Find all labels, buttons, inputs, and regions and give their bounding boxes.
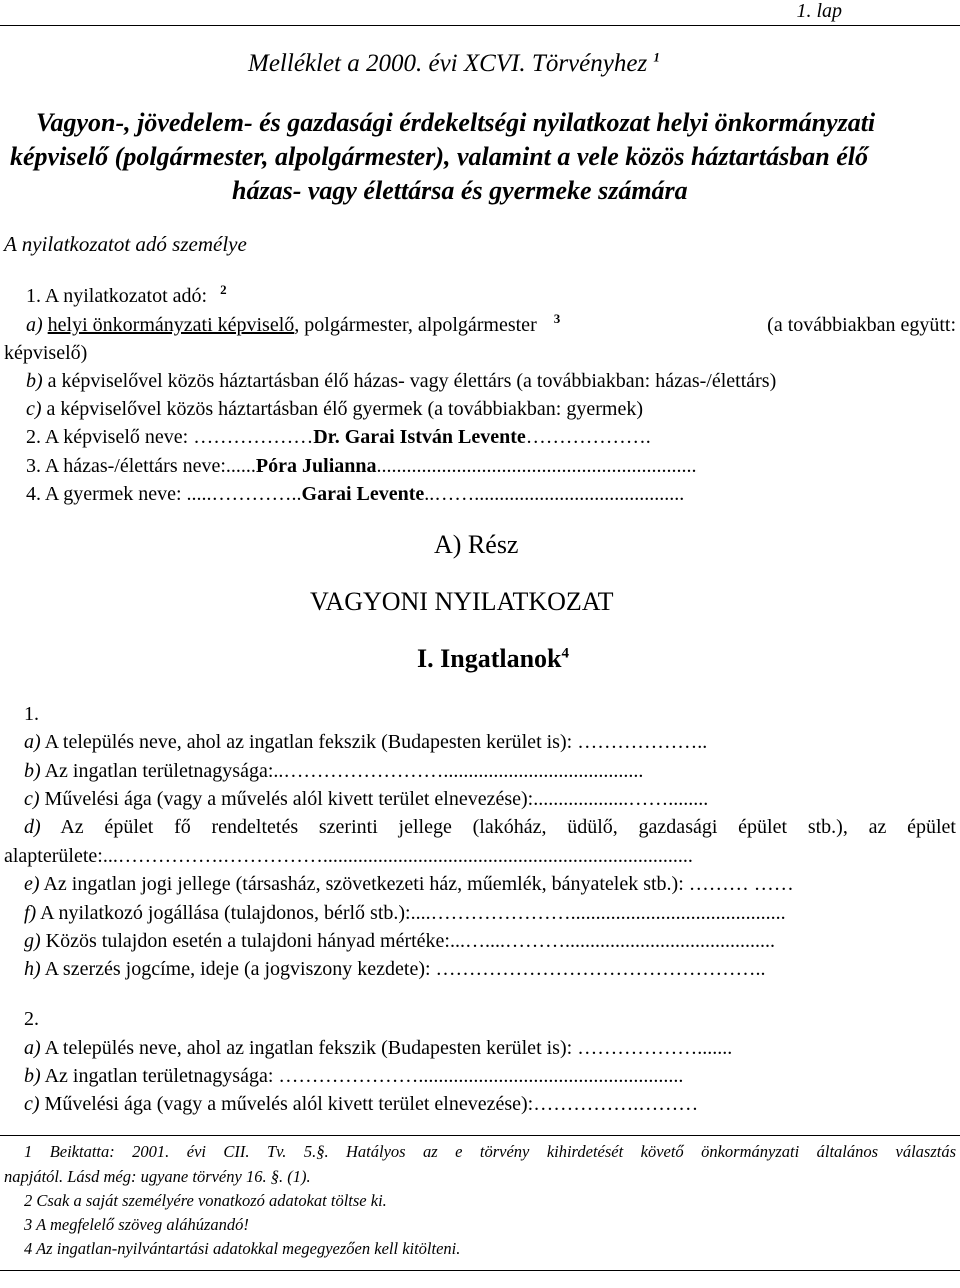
p1-c-text: Művelési ága (vagy a művelés alól kivett terület elnevezése): — [44, 788, 534, 810]
option-b-text: a képviselővel közös háztartásban élő házas- vagy élettárs (a továbbiakban: házas-/élettárs) — [47, 370, 777, 392]
property-2-item-c — [24, 1093, 698, 1116]
p2-c-marker: c) — [24, 1093, 40, 1115]
p2-a-text: A település neve, ahol az ingatlan fekszik (Budapesten kerület is): — [44, 1037, 573, 1059]
p1-a-marker: a) — [24, 731, 41, 753]
option-a-underlined: helyi önkormányzati képviselő — [47, 314, 295, 336]
spouse-name-pre-dots: ...... — [225, 455, 256, 477]
title-line-2: képviselő (polgármester, alpolgármester), valamint a vele közös háztartásban élő — [10, 142, 868, 171]
p1-f-text: A nyilatkozó jogállása (tulajdonos, bérlő stb.): — [40, 902, 411, 924]
p1-b-dots: ..……………………........................................ — [273, 760, 644, 782]
annex-footnote-ref: 1 — [653, 49, 660, 65]
page-label: 1. lap — [796, 0, 842, 22]
p1-a-dots: ……………….. — [572, 731, 708, 753]
declarant-item-1 — [26, 282, 227, 308]
property-1-item-g — [24, 930, 775, 953]
child-name-pre-dots: .....………….. — [186, 483, 302, 505]
p1-c-dots: ...................……........ — [533, 788, 709, 810]
part-title: A) Rész — [434, 530, 519, 559]
footnote-1-line-1-text: 1 Beiktatta: 2001. évi CII. Tv. 5.§. Hatályos az e törvény kihirdetését követő önkormányzati általános választás — [24, 1142, 956, 1161]
representative-name-value: Dr. Garai István Levente — [313, 426, 526, 448]
p1-a-text: A település neve, ahol az ingatlan fekszik (Budapesten kerület is): — [44, 731, 573, 753]
p1-e-marker: e) — [24, 873, 40, 895]
annex-title-text: Melléklet a 2000. évi XCVI. Törvényhez — [248, 50, 648, 77]
p1-d-marker: d) — [24, 816, 41, 838]
representative-name-post-dots: ………………. — [525, 426, 651, 448]
p2-c-dots: …………….……… — [533, 1093, 699, 1115]
p2-b-dots: …………………..................................................... — [273, 1065, 684, 1087]
footnote-2: 2 Csak a saját személyére vonatkozó adatokat töltse ki. — [24, 1191, 387, 1210]
p1-e-text: Az ingatlan jogi jellege (társasház, szövetkezeti ház, műemlék, bányatelek stb.): — [43, 873, 684, 895]
option-a-continuation: képviselő) — [4, 342, 88, 364]
option-a-tail: (a továbbiakban együtt: — [767, 314, 956, 336]
p1-c-marker: c) — [24, 788, 40, 810]
child-name-post-dots: ..…….......................................... — [424, 483, 685, 505]
declarant-item-1-text: 1. A nyilatkozatot adó: — [26, 285, 208, 307]
option-a-ref: 3 — [553, 311, 561, 327]
p2-c-text: Művelési ága (vagy a művelés alól kivett terület elnevezése): — [44, 1093, 534, 1115]
footnote-1-line-1 — [24, 1142, 956, 1162]
property-1-number: 1. — [24, 703, 39, 725]
category-title-text: I. Ingatlanok — [417, 644, 562, 673]
option-c-marker: c) — [26, 398, 42, 420]
property-1-item-b — [24, 760, 643, 783]
option-a-marker: a) — [26, 314, 43, 336]
child-name-label: 4. A gyermek neve: — [26, 483, 182, 505]
property-1-item-h — [24, 958, 766, 981]
p2-b-text: Az ingatlan területnagysága: — [44, 1065, 274, 1087]
representative-name-pre-dots: ……………… — [188, 426, 314, 448]
p1-b-marker: b) — [24, 760, 41, 782]
declaration-title: VAGYONI NYILATKOZAT — [310, 587, 614, 616]
child-name-value: Garai Levente — [301, 483, 425, 505]
declarant-option-b — [26, 370, 776, 393]
property-1-item-f — [24, 902, 786, 925]
representative-name-row — [26, 426, 651, 449]
section-heading: A nyilatkozatot adó személye — [4, 232, 247, 256]
spouse-name-row — [26, 455, 697, 478]
category-title — [417, 644, 569, 674]
property-1-item-c — [24, 788, 708, 811]
p1-f-dots: ....…………………........................................... — [410, 902, 786, 924]
p1-h-text: A szerzés jogcíme, ideje (a jogviszony kezdete): — [44, 958, 431, 980]
title-line-1: Vagyon-, jövedelem- és gazdasági érdekeltségi nyilatkozat helyi önkormányzati — [36, 108, 876, 137]
annex-title — [248, 50, 660, 78]
p1-h-dots: ………………………………………….. — [430, 958, 766, 980]
option-a-rest: , polgármester, alpolgármester — [294, 314, 537, 336]
p1-b-text: Az ingatlan területnagysága: — [44, 760, 274, 782]
spouse-name-value: Póra Julianna — [255, 455, 377, 477]
property-2-number: 2. — [24, 1008, 39, 1030]
p1-d-line — [24, 816, 956, 839]
p2-a-dots: ………………....... — [572, 1037, 733, 1059]
spouse-name-post-dots: ................................................................ — [376, 455, 697, 477]
footnote-4: 4 Az ingatlan-nyilvántartási adatokkal megegyezően kell kitölteni. — [24, 1239, 461, 1258]
p2-b-marker: b) — [24, 1065, 41, 1087]
p1-g-text: Közös tulajdon esetén a tulajdoni hányad mértéke: — [45, 930, 450, 952]
option-c-text: a képviselővel közös háztartásban élő gyermek (a továbbiakban: gyermek) — [46, 398, 643, 420]
p1-d-dots: ...…………….…………….......................................................................... — [102, 845, 693, 867]
declarant-option-a — [26, 311, 956, 337]
declarant-item-1-ref: 2 — [220, 282, 227, 298]
title-line-3: házas- vagy élettársa és gyermeke számára — [232, 176, 688, 205]
p1-f-marker: f) — [24, 902, 37, 924]
footer-rule — [0, 1270, 960, 1271]
child-name-row — [26, 483, 684, 506]
option-b-marker: b) — [26, 370, 43, 392]
p1-g-dots: ...…....……….......................................... — [450, 930, 775, 952]
header-rule — [0, 25, 960, 26]
p1-h-marker: h) — [24, 958, 41, 980]
spouse-name-label: 3. A házas-/élettárs neve: — [26, 455, 226, 477]
property-2-item-b — [24, 1065, 683, 1088]
category-footnote-ref: 4 — [561, 645, 569, 662]
p1-d-text: Az épület fő rendeltetés szerinti jellege (lakóház, üdülő, gazdasági épület stb.), az épület — [60, 816, 956, 838]
property-1-item-e — [24, 873, 794, 896]
footnote-1-line-2: napjától. Lásd még: ugyane törvény 16. §. (1). — [4, 1167, 311, 1186]
footnote-rule — [0, 1135, 960, 1136]
representative-name-label: 2. A képviselő neve: — [26, 426, 189, 448]
property-1-item-d-continuation — [4, 845, 693, 868]
property-2-item-a — [24, 1037, 732, 1060]
p1-d-cont: alapterülete: — [4, 845, 103, 867]
property-1-item-a — [24, 731, 707, 754]
property-1-item-d — [24, 816, 956, 839]
p2-a-marker: a) — [24, 1037, 41, 1059]
declarant-option-c — [26, 398, 643, 421]
p1-g-marker: g) — [24, 930, 41, 952]
footnote-3: 3 A megfelelő szöveg aláhúzandó! — [24, 1215, 249, 1234]
p1-e-dots: ……… …… — [683, 873, 794, 895]
